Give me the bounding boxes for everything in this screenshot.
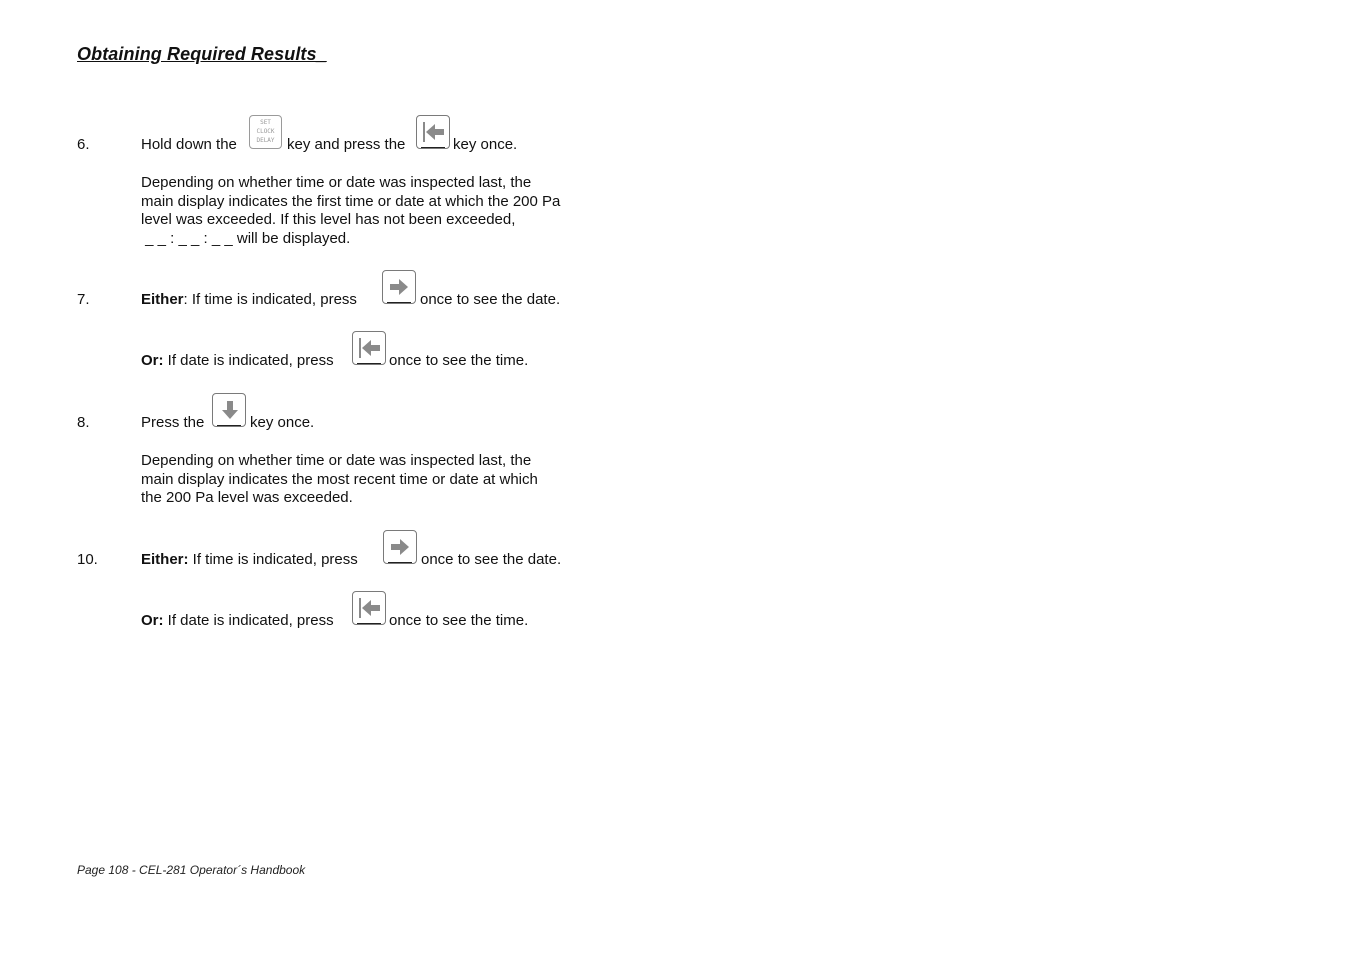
step-10-either-after: once to see the date. bbox=[421, 551, 562, 568]
set-clock-key-line-1: SET bbox=[260, 119, 271, 126]
step-8-description-line: the 200 Pa level was exceeded. bbox=[141, 489, 353, 507]
step-6-description-line: Depending on whether time or date was inspected last, the bbox=[141, 174, 532, 191]
step-8-text-before: Press the bbox=[141, 414, 205, 431]
set-clock-key-line-2: CLOCK bbox=[256, 128, 275, 135]
set-clock-delay-key bbox=[249, 115, 282, 149]
page-footer: Page 108 - CEL-281 Operator´s Handbook bbox=[77, 863, 306, 877]
step-7-either-label: Either bbox=[141, 291, 184, 308]
step-7-either-after: once to see the date. bbox=[420, 291, 561, 308]
left-arrow-glyph-icon bbox=[359, 337, 381, 359]
step-7-or-text: If date is indicated, press bbox=[163, 352, 334, 369]
right-arrow-glyph-icon bbox=[390, 536, 412, 558]
left-arrow-glyph-icon bbox=[359, 597, 381, 619]
step-6-description-line: main display indicates the first time or date at which the 200 Pa bbox=[141, 192, 561, 210]
page-title: Obtaining Required Results_ bbox=[77, 44, 327, 64]
step-10-either-label: Either: bbox=[141, 551, 189, 568]
right-arrow-glyph-icon bbox=[389, 276, 411, 298]
step-8-description bbox=[141, 452, 601, 508]
right-arrow-key-icon bbox=[382, 270, 416, 304]
step-6-description-line: level was exceeded. If this level has not been exceeded, bbox=[141, 211, 516, 229]
step-6-description bbox=[141, 174, 601, 248]
step-10-either-line bbox=[141, 550, 358, 569]
step-10-or-after: once to see the time. bbox=[389, 612, 529, 629]
down-arrow-key-icon bbox=[212, 393, 246, 427]
step-6-text-before: Hold down the bbox=[141, 136, 237, 153]
left-arrow-key-icon bbox=[416, 115, 450, 149]
step-7-or-line bbox=[141, 351, 334, 370]
step-10-or-line bbox=[141, 611, 334, 630]
step-number-8: 8. bbox=[77, 414, 90, 431]
step-number-10: 10. bbox=[77, 551, 98, 568]
right-arrow-key-icon bbox=[383, 530, 417, 564]
step-6-text-after: key once. bbox=[453, 136, 518, 153]
step-7-or-label: Or: bbox=[141, 352, 164, 369]
set-clock-key-line-3: DELAY bbox=[256, 137, 275, 144]
left-arrow-key-icon bbox=[352, 591, 386, 625]
step-7-either-text: : If time is indicated, press bbox=[183, 291, 357, 308]
step-7-either-line bbox=[141, 290, 357, 309]
step-6-description-line: _ _ : _ _ : _ _ will be displayed. bbox=[141, 229, 351, 247]
step-6-text-middle: key and press the bbox=[287, 136, 406, 153]
step-10-or-text: If date is indicated, press bbox=[163, 612, 334, 629]
step-number-7: 7. bbox=[77, 291, 90, 308]
step-10-either-text: If time is indicated, press bbox=[188, 551, 358, 568]
left-arrow-glyph-icon bbox=[423, 121, 445, 143]
step-7-or-after: once to see the time. bbox=[389, 352, 529, 369]
step-8-description-line: Depending on whether time or date was inspected last, the bbox=[141, 452, 532, 469]
step-8-description-line: main display indicates the most recent time or date at which bbox=[141, 470, 538, 488]
step-8-text-after: key once. bbox=[250, 414, 315, 431]
step-10-or-label: Or: bbox=[141, 612, 164, 629]
step-number-6: 6. bbox=[77, 136, 90, 153]
left-arrow-key-icon bbox=[352, 331, 386, 365]
down-arrow-glyph-icon bbox=[219, 399, 241, 421]
